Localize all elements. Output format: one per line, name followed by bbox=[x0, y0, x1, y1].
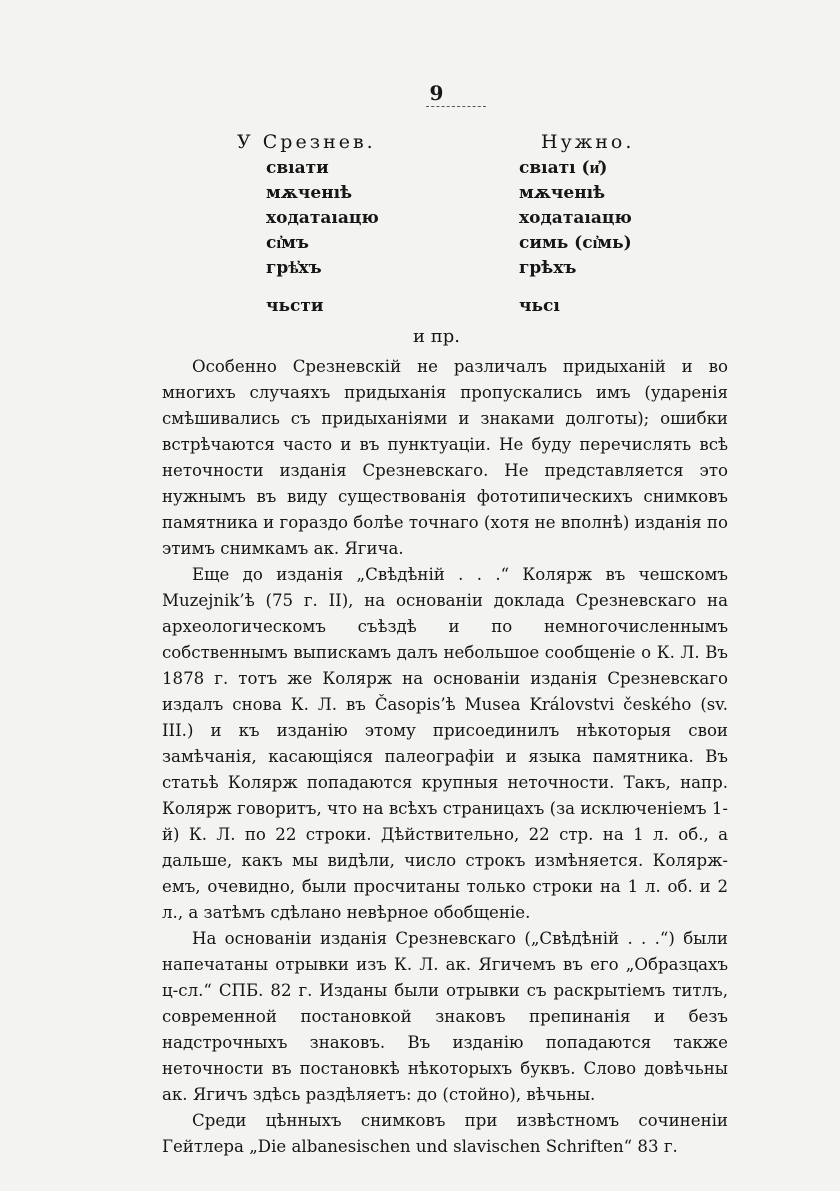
paragraph: На основаніи изданія Срезневскаго („Свѣдѣній . . .“) были напечатаны отрывки изъ К. Л. ак. Ягичемъ въ его „Образцахъ ц-сл.“ СПБ. 82 г. Изданы были отрывки съ раскрытіемъ титлъ, современной постановкой знаковъ препинанія и безъ надстрочныхъ знаковъ. Въ изданію попадаются также неточности въ постановкѣ нѣкоторыхъ буквъ. Слово довѣчьны ак. Ягичъ здѣсь раздѣляетъ: до (стойно), вѣчьны. bbox=[162, 929, 728, 1104]
right-item: свıатı (и҆) bbox=[519, 158, 608, 178]
right-item: симь (сı҆мь) bbox=[519, 233, 632, 253]
left-item: ходатаıацю bbox=[266, 208, 379, 228]
etc-note: и пр. bbox=[413, 326, 460, 347]
right-item: мѫченıѣ bbox=[519, 183, 606, 203]
left-item: свıати bbox=[266, 158, 329, 178]
left-item: грѣ҆хъ bbox=[266, 258, 322, 278]
page-number: 9 bbox=[429, 81, 444, 105]
right-column-list bbox=[519, 156, 632, 319]
page-number-rule bbox=[426, 106, 486, 107]
paragraph: Особенно Срезневскій не различалъ придыханій и во многихъ случаяхъ придыханія пропускались имъ (ударенія смѣшивались съ придыханіями и знаками долготы); ошибки встрѣчаются часто и въ пунктуаціи. Не буду перечислять всѣ неточности изданія Срезневскаго. Не представляется это нужнымъ въ виду существованія фототипическихъ снимковъ памятника и гораздо болѣе точнаго (хотя не вполнѣ) изданія по этимъ снимкамъ ак. Ягича. bbox=[162, 357, 728, 558]
left-item: сı҆мъ bbox=[266, 233, 309, 253]
body-text bbox=[162, 354, 728, 1160]
paragraph: Среди цѣнныхъ снимковъ при извѣстномъ сочиненіи Гейтлера „Die albanesischen und slavischen Schriften“ 83 г. bbox=[162, 1111, 728, 1156]
right-column-header: Нужно. bbox=[541, 131, 635, 153]
right-item: ходатаıацю bbox=[519, 208, 632, 228]
left-item: мѫченıѣ bbox=[266, 183, 353, 203]
paragraph: Еще до изданія „Свѣдѣній . . .“ Колярж въ чешскомъ Muzejnik’ѣ (75 г. II), на основаніи доклада Срезневскаго на археологическомъ съѣздѣ и по немногочисленнымъ собственнымъ выпискамъ далъ небольшое сообщеніе о К. Л. Въ 1878 г. тотъ же Колярж на основаніи изданія Срезневскаго издалъ снова К. Л. въ Časopis’ѣ Musea Královstvi českého (sv. III.) и къ изданію этому присоединилъ нѣкоторыя свои замѣчанія, касающіяся палеографіи и языка памятника. Въ статьѣ Колярж попадаются крупныя неточности. Такъ, напр. Колярж говоритъ, что на всѣхъ страницахъ (за исключеніемъ 1-й) К. Л. по 22 строки. Дѣйствительно, 22 стр. на 1 л. об., а дальше, какъ мы видѣли, число строкъ измѣняется. Коляржемъ, очевидно, были просчитаны только строки на 1 л. об. и 2 л., а затѣмъ сдѣлано невѣрное обобщеніе. bbox=[162, 565, 728, 922]
right-item: чьсı bbox=[519, 296, 560, 316]
left-column-header: У Срезнев. bbox=[237, 131, 376, 153]
left-column-list bbox=[266, 156, 379, 319]
left-item: чьсти bbox=[266, 296, 324, 316]
right-item: грѣхъ bbox=[519, 258, 577, 278]
